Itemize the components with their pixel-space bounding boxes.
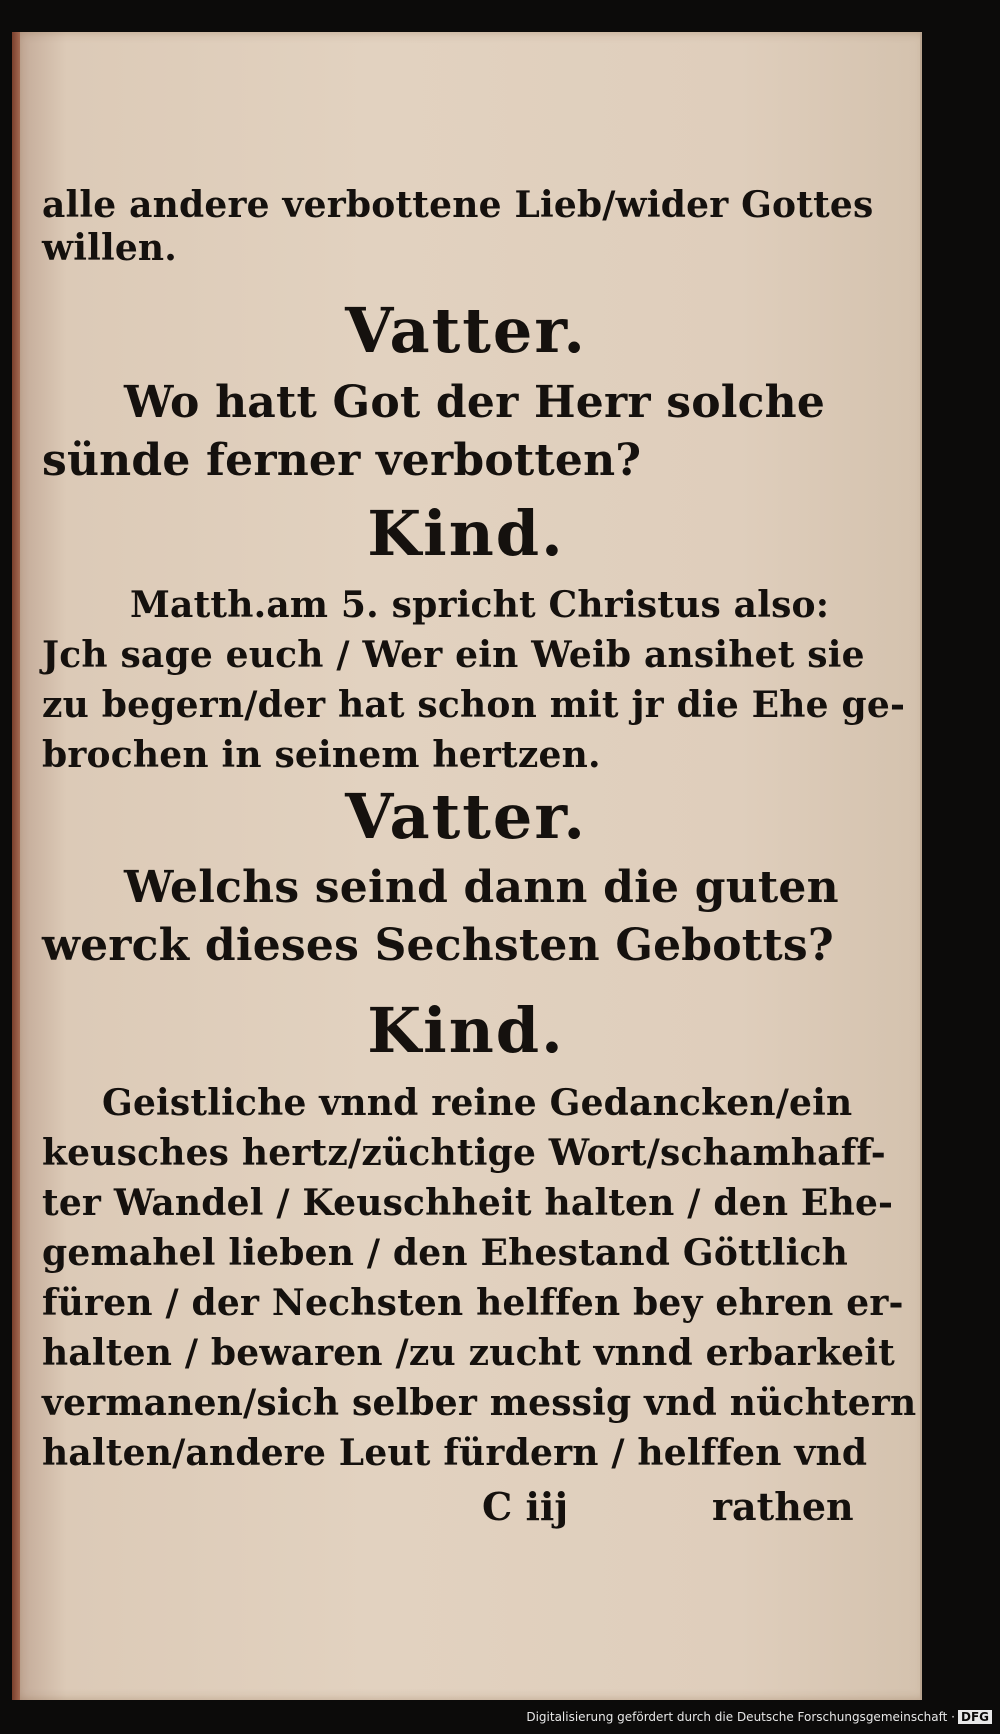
answer-2-line-6: halten / bewaren /zu zucht vnnd erbarkeit — [42, 1332, 895, 1374]
answer-1-line-3: zu begern/der hat schon mit jr die Ehe ge- — [42, 684, 906, 726]
answer-1-line-2: Jch sage euch / Wer ein Weib ansihet sie — [42, 634, 865, 676]
answer-2-line-1: Geistliche vnnd reine Gedancken/ein — [102, 1082, 853, 1124]
signature-mark: C iij — [482, 1484, 569, 1529]
question-2-line-2: werck dieses Sechsten Gebotts? — [42, 920, 834, 971]
footer-text: Digitalisierung gefördert durch die Deutsche Forschungsgemeinschaft · — [526, 1710, 955, 1724]
heading-kind-1: Kind. — [367, 497, 565, 570]
question-1-line-2: sünde ferner verbotten? — [42, 435, 642, 486]
answer-2-line-2: keusches hertz/züchtige Wort/schamhaff- — [42, 1132, 886, 1174]
answer-2-line-7: vermanen/sich selber messig vnd nüchtern — [42, 1382, 917, 1424]
question-1-line-1: Wo hatt Got der Herr solche — [124, 377, 826, 428]
answer-2-line-8: halten/andere Leut fürdern / helffen vnd — [42, 1432, 868, 1474]
question-2-line-1: Welchs seind dann die guten — [124, 862, 839, 913]
digitization-footer — [526, 1710, 992, 1724]
answer-1-line-4: brochen in seinem hertzen. — [42, 734, 601, 776]
answer-1-line-1: Matth.am 5. spricht Christus also: — [130, 584, 830, 626]
book-page — [12, 32, 922, 1700]
answer-2-line-4: gemahel lieben / den Ehestand Göttlich — [42, 1232, 848, 1274]
heading-kind-2: Kind. — [367, 994, 565, 1067]
text-line-1: alle andere verbottene Lieb/wider Gottes — [42, 184, 874, 226]
text-line-2: willen. — [42, 227, 178, 269]
catchword: rathen — [712, 1484, 854, 1529]
dfg-logo: DFG — [958, 1710, 992, 1724]
answer-2-line-5: füren / der Nechsten helffen bey ehren er- — [42, 1282, 904, 1324]
heading-vatter-2: Vatter. — [345, 780, 587, 853]
answer-2-line-3: ter Wandel / Keuschheit halten / den Ehe- — [42, 1182, 894, 1224]
heading-vatter-1: Vatter. — [345, 294, 587, 367]
